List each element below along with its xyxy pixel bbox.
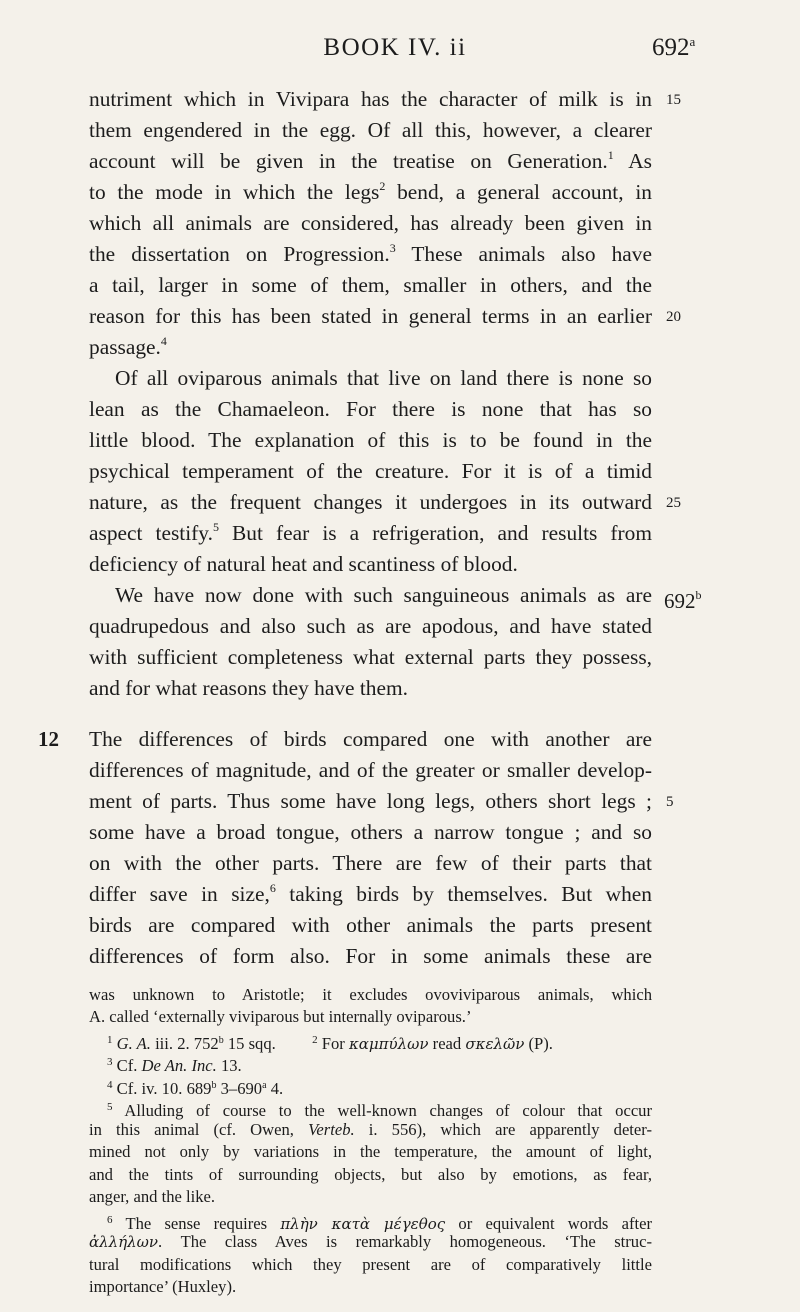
text-line: deficiency of natural heat and scantiness of blood. xyxy=(89,552,518,576)
text-line: some have a broad tongue, others a narrow tongue ; and so xyxy=(89,820,652,844)
text-line: account will be given in the treatise on Generation.$^1$ As xyxy=(89,148,652,173)
footnote-mark: 5 xyxy=(107,1101,113,1113)
text-line: We have now done with such sanguineous animals as are xyxy=(115,583,652,607)
running-head xyxy=(0,34,800,68)
text-line: birds are compared with other animals the parts present xyxy=(89,913,652,937)
text-line: differ save in size,$^6$ taking birds by themselves. But when xyxy=(89,881,652,906)
margin-line-number: 20 xyxy=(666,309,681,325)
text-line: a tail, larger in some of them, smaller in others, and the xyxy=(89,273,652,297)
footnote-ref: 1 xyxy=(607,148,614,162)
text-line: and for what reasons they have them. xyxy=(89,676,408,700)
footnote-ref: 6 xyxy=(269,881,276,895)
footnote-line: A. called ‘externally viviparous but internally oviparous.’ xyxy=(89,1007,472,1026)
running-head-title: BOOK IV. ii xyxy=(323,34,467,61)
text-line: reason for this has been stated in general terms in an earlier xyxy=(89,304,652,328)
footnote-line: was unknown to Aristotle; it excludes ovoviviparous animals, which xyxy=(89,985,652,1004)
footnote-line: $^6$ The sense requires πλὴν κατὰ μέγεθος or equivalent words after xyxy=(107,1214,652,1233)
footnote-mark: 4 xyxy=(107,1079,113,1091)
text-line: on with the other parts. There are few of their parts that xyxy=(89,851,652,875)
footnote-line: $^3$ Cf. De An. Inc. 13. xyxy=(107,1056,242,1075)
text-line: little blood. The explanation of this is to be found in the xyxy=(89,428,652,452)
margin-line-number: 25 xyxy=(666,495,681,511)
footnote-ref: 5 xyxy=(212,520,219,534)
footnote-mark: 1 xyxy=(107,1034,113,1046)
text-line: passage.$^4$ xyxy=(89,334,167,359)
footnote-line: in this animal (cf. Owen, Verteb. i. 556), which are apparently deter- xyxy=(89,1120,652,1139)
footnote-ref: 4 xyxy=(160,334,167,348)
text-line: aspect testify.$^5$ But fear is a refrigeration, and results from xyxy=(89,520,653,545)
text-line: Of all oviparous animals that live on land there is none so xyxy=(115,366,652,390)
text-line: psychical temperament of the creature. For it is of a timid xyxy=(89,459,652,483)
text-line: which all animals are considered, has already been given in xyxy=(89,211,652,235)
footnote-ref: 2 xyxy=(379,179,386,193)
footnote-ref: 3 xyxy=(389,241,396,255)
footnote-line: anger, and the like. xyxy=(89,1187,216,1206)
text-line: differences of form also. For in some animals these are xyxy=(89,944,652,968)
footnote-line: importance’ (Huxley). xyxy=(89,1277,237,1296)
footnote-mark: 3 xyxy=(107,1056,113,1068)
text-line: with sufficient completeness what external parts they possess, xyxy=(89,645,652,669)
text-line: quadrupedous and also such as are apodous, and have stated xyxy=(89,614,652,638)
page-column-letter: a xyxy=(689,34,696,49)
text-line: The differences of birds compared one with another are xyxy=(89,727,652,751)
text-line: nutriment which in Vivipara has the character of milk is in xyxy=(89,87,652,111)
chapter-number: 12 xyxy=(38,727,59,751)
footnote-line: mined not only by variations in the temperature, the amount of light, xyxy=(89,1142,652,1161)
footnote-mark: 2 xyxy=(312,1034,318,1046)
footnote-line: $^1$ G. A. iii. 2. 752$^b$ 15 sqq. $^2$ For καμπύλων read σκελῶν (P). xyxy=(107,1034,553,1053)
footnote-line: and the tints of surrounding objects, but also by emotions, as fear, xyxy=(89,1165,652,1184)
footnote-line: tural modifications which they present are of comparatively little xyxy=(89,1255,652,1274)
text-line: nature, as the frequent changes it undergoes in its outward xyxy=(89,490,652,514)
footnote-line: ἀλλήλων. The class Aves is remarkably homogeneous. ‘The struc- xyxy=(89,1232,652,1251)
footnote-line: $^4$ Cf. iv. 10. 689$^b$ 3–690$^a$ 4. xyxy=(107,1079,284,1098)
text-line: to the mode in which the legs$^2$ bend, a general account, in xyxy=(89,179,652,204)
text-line: differences of magnitude, and of the greater or smaller develop- xyxy=(89,758,652,782)
footnote-mark: 6 xyxy=(107,1214,113,1226)
text-line: the dissertation on Progression.$^3$ These animals also have xyxy=(89,241,652,266)
page-folio xyxy=(652,34,695,62)
margin-folio-b: 692$^b$ xyxy=(664,588,702,613)
footnote-line: $^5$ Alluding of course to the well-known changes of colour that occur xyxy=(107,1101,653,1120)
text-line: lean as the Chamaeleon. For there is none that has so xyxy=(89,397,652,421)
margin-line-number: 15 xyxy=(666,92,681,108)
text-line: them engendered in the egg. Of all this, however, a clearer xyxy=(89,118,652,142)
margin-line-number: 5 xyxy=(666,794,674,810)
page-number: 692 xyxy=(652,34,690,61)
text-line: ment of parts. Thus some have long legs, others short legs ; xyxy=(89,789,652,813)
